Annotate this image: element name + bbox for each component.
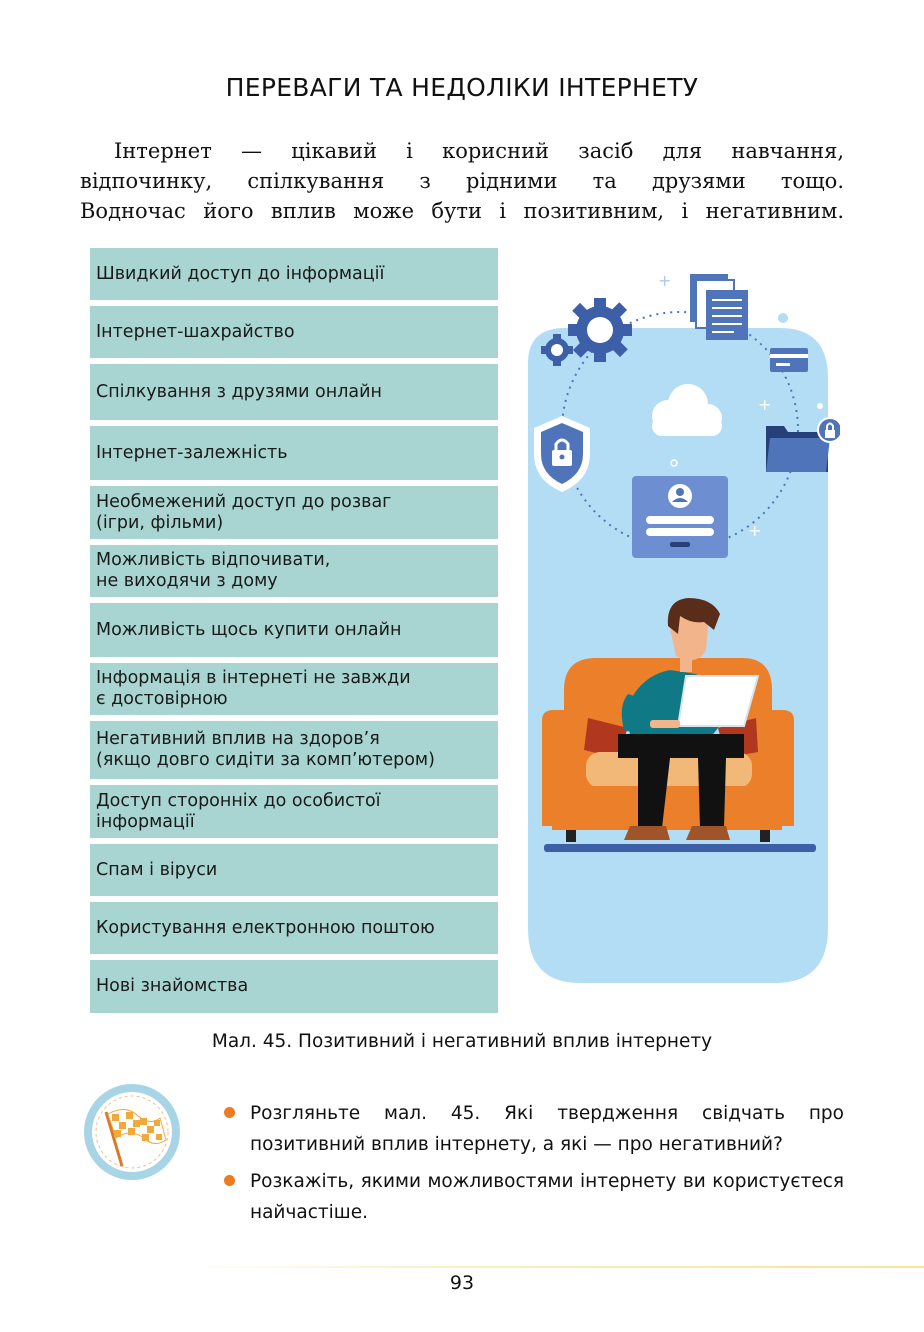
login-screen-icon [632,476,728,558]
figure-caption: Мал. 45. Позитивний і негативний вплив інтернету [211,1031,713,1052]
statement-item: Спілкування з друзями онлайн [90,364,498,420]
footer-divider [180,1266,924,1268]
statement-item: Необмежений доступ до розваг (ігри, фільми) [90,486,498,539]
checkered-flag-icon [82,1082,182,1182]
question-text: Розгляньте мал. 45. Які твердження свідчать про позитивний вплив інтернету, а які — про негативний? [250,1103,844,1155]
intro-paragraph [80,136,844,226]
svg-text:+: + [758,395,772,414]
page-title: ПЕРЕВАГИ ТА НЕДОЛІКИ ІНТЕРНЕТУ [225,73,699,102]
statement-item: Швидкий доступ до інформації [90,248,498,300]
statement-item: Можливість відпочивати, не виходячи з дому [90,545,498,597]
svg-text:+: + [748,521,762,540]
question-item [222,1098,844,1160]
statement-item: Інтернет-залежність [90,426,498,480]
statement-item: Користування електронною поштою [90,902,498,954]
statement-item: Спам і віруси [90,844,498,896]
statement-item: Можливість щось купити онлайн [90,603,498,657]
intro-line: Водночас його вплив може бути і позитивним, і негативним. [80,199,844,223]
statement-item: Інформація в інтернеті не завжди є достовірною [90,663,498,715]
statement-item: Інтернет-шахрайство [90,306,498,358]
statement-item: Негативний вплив на здоров’я (якщо довго сидіти за комп’ютером) [90,721,498,779]
statement-item: Доступ сторонніх до особистої інформації [90,785,498,838]
question-list [222,1098,844,1234]
intro-line: Інтернет — цікавий і корисний засіб для навчання, [114,139,844,163]
page-number: 93 [449,1272,475,1294]
bullet-icon [224,1175,235,1186]
intro-line: відпочинку, спілкування з рідними та друзями тощо. [80,169,844,193]
question-text: Розкажіть, якими можливостями інтернету ви користуєтеся найчастіше. [250,1171,844,1223]
gear-icon [568,298,632,362]
internet-illustration [520,258,840,988]
question-item [222,1166,844,1228]
svg-text:+: + [658,271,672,290]
credit-card-icon [770,348,808,372]
bullet-icon [224,1107,235,1118]
statement-item: Нові знайомства [90,960,498,1013]
